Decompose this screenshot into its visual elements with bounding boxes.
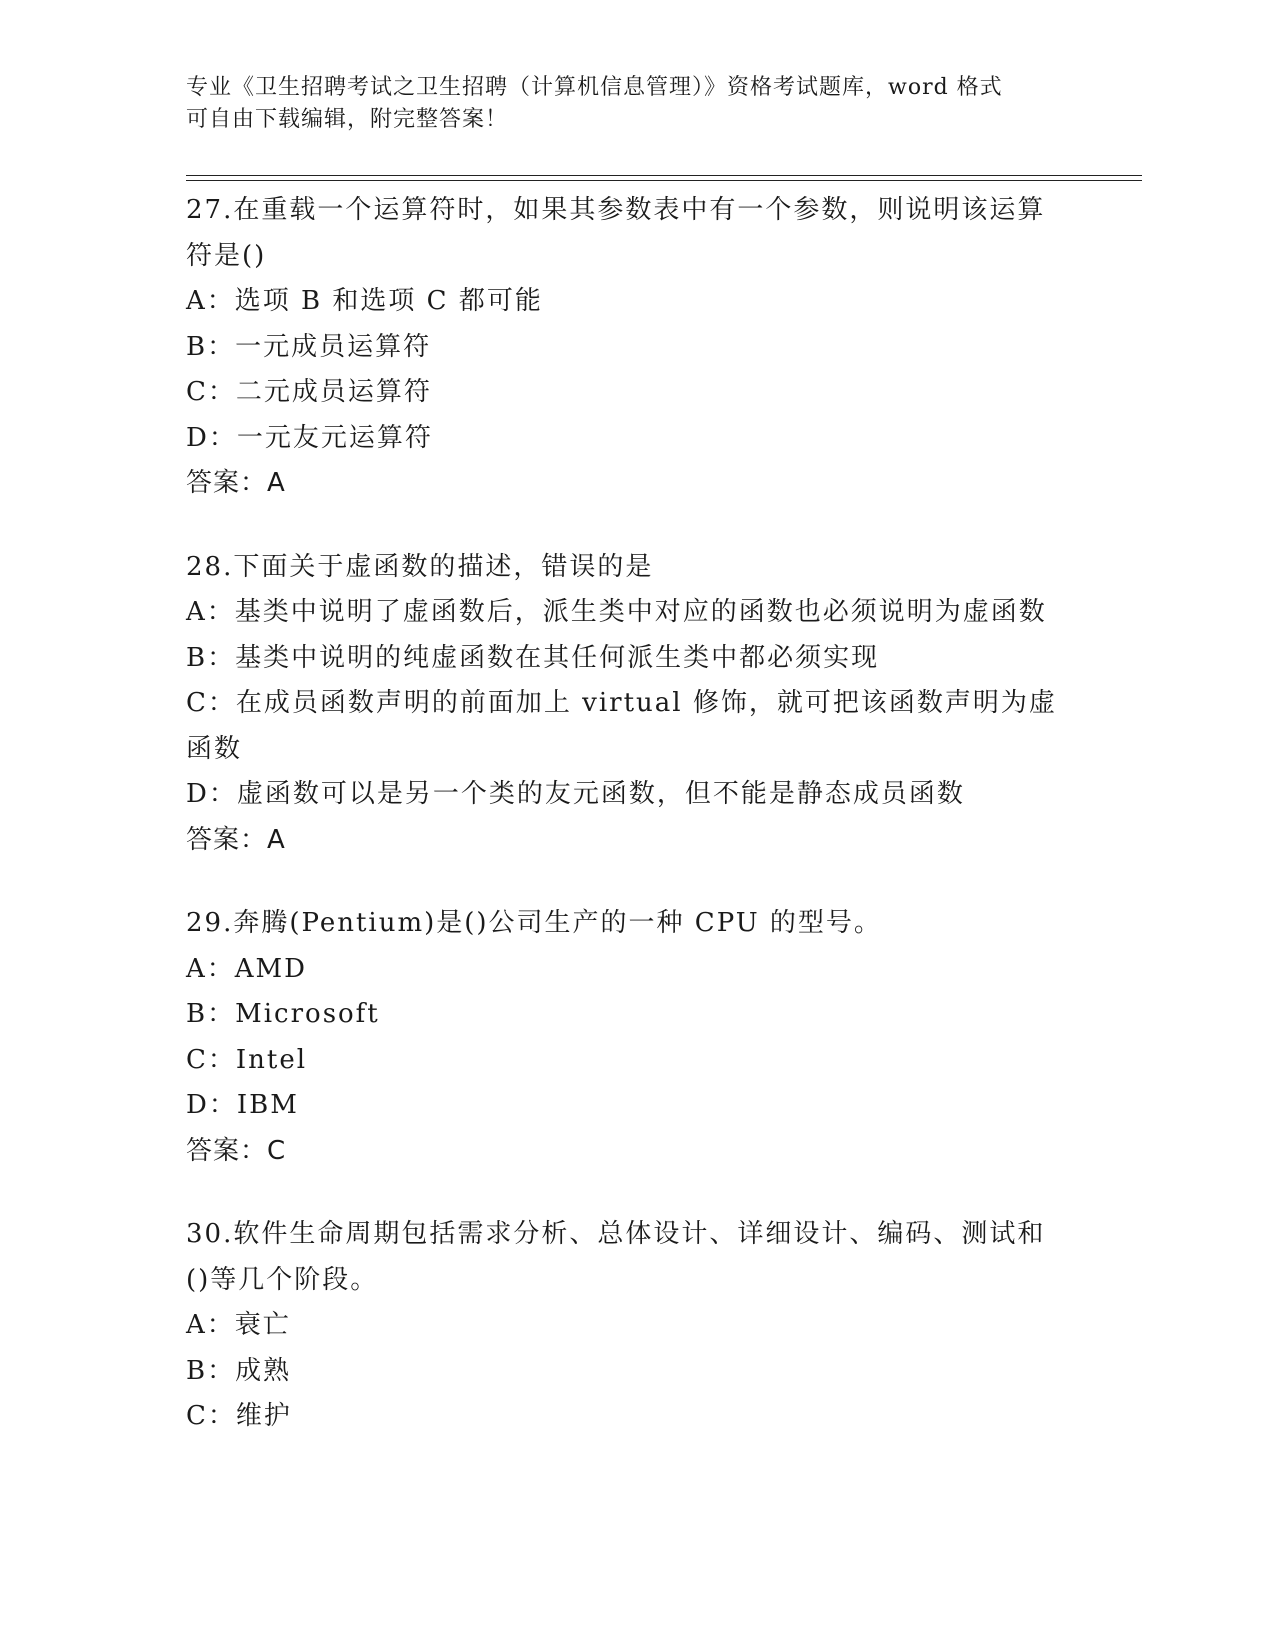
option-c: C：维护 — [186, 1401, 292, 1431]
option-b: B：基类中说明的纯虚函数在其任何派生类中都必须实现 — [186, 642, 880, 673]
answer-key: 答案：A — [186, 468, 286, 498]
header-line-2: 可自由下载编辑，附完整答案！ — [186, 107, 509, 132]
question-list — [186, 188, 1066, 1478]
question-29 — [186, 901, 1066, 1174]
header-rule-top — [186, 175, 1142, 176]
option-d: D：虚函数可以是另一个类的友元函数，但不能是静态成员函数 — [186, 779, 965, 809]
option-b: B：一元成员运算符 — [186, 331, 432, 362]
option-a: A：AMD — [186, 953, 308, 984]
option-a: A：基类中说明了虚函数后，派生类中对应的函数也必须说明为虚函数 — [186, 597, 1047, 627]
option-d: D：IBM — [186, 1090, 299, 1120]
question-stem: 28.下面关于虚函数的描述，错误的是 — [186, 551, 654, 582]
question-30 — [186, 1212, 1066, 1440]
header-line-1: 专业《卫生招聘考试之卫生招聘（计算机信息管理）》资格考试题库，word 格式 — [186, 75, 1003, 100]
option-a: A：衰亡 — [186, 1310, 291, 1340]
option-c: C：在成员函数声明的前面加上 virtual 修饰，就可把该函数声明为虚函数 — [186, 688, 1057, 764]
answer-key: 答案：C — [186, 1135, 287, 1166]
question-27 — [186, 188, 1066, 507]
option-d: D：一元友元运算符 — [186, 422, 433, 453]
option-c: C：二元成员运算符 — [186, 377, 432, 407]
option-b: B：成熟 — [186, 1355, 292, 1386]
question-stem: 27.在重载一个运算符时，如果其参数表中有一个参数，则说明该运算符是() — [186, 195, 1046, 271]
header-rule-bottom — [186, 180, 1142, 181]
option-c: C：Intel — [186, 1044, 308, 1075]
question-28 — [186, 545, 1066, 864]
option-b: B：Microsoft — [186, 999, 380, 1029]
answer-key: 答案：A — [186, 824, 286, 855]
option-a: A：选项 B 和选项 C 都可能 — [186, 286, 543, 316]
question-stem: 29.奔腾(Pentium)是()公司生产的一种 CPU 的型号。 — [186, 908, 882, 938]
document-header — [186, 72, 1066, 136]
question-stem: 30.软件生命周期包括需求分析、总体设计、详细设计、编码、测试和()等几个阶段。 — [186, 1219, 1046, 1295]
